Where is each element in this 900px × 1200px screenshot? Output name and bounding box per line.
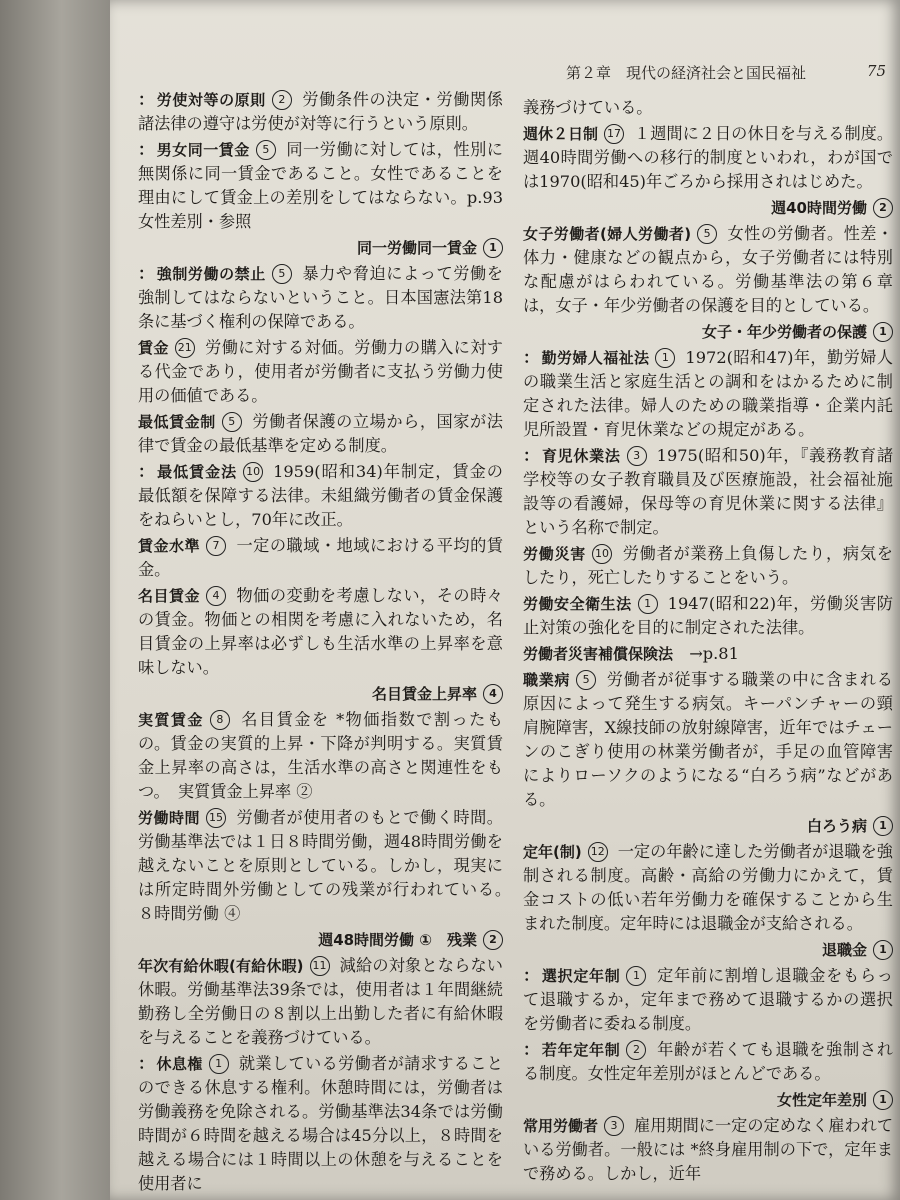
entry-marker: ：: [138, 1054, 155, 1073]
frequency-badge: 2: [483, 930, 503, 950]
glossary-entry: [523, 122, 893, 194]
frequency-badge: 3: [627, 446, 647, 466]
entry-term: 労働災害: [523, 545, 586, 563]
entry-definition: 労働者保護の立場から，国家が法律で賃金の最低基準を定める制度。: [138, 412, 503, 455]
cross-reference-term: 週48時間労働 ① 残業: [318, 931, 477, 949]
book-page: [110, 0, 900, 1200]
entry-term: 男女同一賃金: [156, 141, 250, 159]
entry-definition: 就業している労働者が請求することのできる休息する権利。休憩時間には，労働者は労働義務を免除される。労働基準法34条では労働時間が６時間を越える場合は45分以上，８時間を越える場合には１時間以上の休憩を与えることを使用者に: [138, 1054, 503, 1193]
glossary-entry: [523, 1038, 893, 1086]
glossary-entry: [523, 96, 893, 120]
entry-term: 賃金: [138, 339, 169, 357]
entry-definition: →p.81: [689, 644, 739, 663]
glossary-entry: [138, 138, 503, 234]
cross-reference: [138, 682, 503, 706]
frequency-badge: 1: [873, 816, 893, 836]
cross-reference-term: 女性定年差別: [776, 1091, 867, 1109]
chapter-title: 第２章 現代の経済社会と国民福祉: [566, 64, 807, 82]
glossary-entry: [523, 668, 893, 812]
glossary-entry: [138, 954, 503, 1050]
glossary-entry: [138, 806, 520, 926]
frequency-badge: 5: [256, 140, 276, 160]
entry-term: 勤労婦人福祉法: [541, 349, 650, 367]
frequency-badge: 2: [873, 198, 893, 218]
glossary-entry: [138, 708, 503, 804]
entry-marker: ：: [138, 90, 155, 109]
frequency-badge: 1: [873, 940, 893, 960]
entry-term: 育児休業法: [541, 447, 621, 465]
frequency-badge: 21: [175, 338, 195, 358]
frequency-badge: 8: [210, 710, 230, 730]
entry-definition: １週間に２日の休日を与える制度。週40時間労働への移行的制度といわれ，わが国では1970(昭和45)年ごろから採用されはじめた。: [523, 124, 894, 191]
entry-definition: 一定の年齢に達した労働者が退職を強制される制度。高齢・高給の労働力にかえて，賃金コストの低い若年労働力を確保することから生まれた制度。定年時には退職金が支給される。: [523, 842, 893, 933]
glossary-entry: [138, 88, 503, 136]
glossary-entry: [523, 642, 893, 666]
frequency-badge: 15: [206, 808, 226, 828]
cross-reference-term: 退職金: [821, 941, 867, 959]
left-column: [138, 88, 520, 1198]
entry-term: 休息権: [156, 1055, 203, 1073]
previous-page-edge: [0, 0, 112, 1200]
entry-marker: ：: [523, 348, 540, 367]
entry-definition: 労働に対する対価。労働力の購入に対する代金であり，使用者が労働者に支払う労働力使用の価値である。: [138, 338, 503, 405]
entry-term: 最低賃金法: [157, 463, 238, 481]
cross-reference-term: 女子・年少労働者の保護: [701, 323, 867, 341]
entry-definition: 労働者が従事する職業の中に含まれる原因によって発生する病気。キーパンチャーの頸肩腕障害，X線技師の放射線障害，近年ではチェーンのこぎり使用の林業労働者が，手足の血管障害によりローソクのようになる“白ろう病”などがある。: [523, 670, 893, 809]
entry-definition: 労働者が使用者のもとで働く時間。労働基準法では１日８時間労働，週48時間労働を越えないことを原則としている。しかし，現実には所定時間外労働としての残業が行われている。 ８時間労働 ④: [138, 808, 520, 923]
entry-term: 若年定年制: [541, 1041, 621, 1059]
frequency-badge: 4: [483, 684, 503, 704]
entry-term: 選択定年制: [541, 967, 621, 985]
entry-definition: 1972(昭和47)年，勤労婦人の職業生活と家庭生活との調和をはかるために制定された法律。婦人のための職業指導・企業内託児所設置・育児休業などの規定がある。: [523, 348, 893, 439]
frequency-badge: 1: [209, 1054, 229, 1074]
running-header: [566, 62, 886, 83]
glossary-entry: [138, 336, 503, 408]
cross-reference: [523, 814, 893, 838]
entry-definition: 年齢が若くても退職を強制される制度。女性定年差別がほとんどである。: [523, 1040, 893, 1083]
glossary-entry: [138, 410, 503, 458]
entry-term: 最低賃金制: [138, 413, 216, 431]
glossary-entry: [523, 222, 893, 318]
glossary-entry: [523, 964, 893, 1036]
entry-definition: 労働条件の決定・労働関係諸法律の遵守は労使が対等に行うという原則。: [138, 90, 503, 133]
entry-term: 女子労働者(婦人労働者): [523, 225, 692, 243]
glossary-entry: [138, 460, 503, 532]
entry-term: 常用労働者: [523, 1117, 599, 1135]
frequency-badge: 7: [206, 536, 226, 556]
frequency-badge: 12: [588, 842, 608, 862]
frequency-badge: 11: [310, 956, 330, 976]
entry-definition: 雇用期間に一定の定めなく雇われている労働者。一般には *終身雇用制の下で，定年まで務める。しかし，近年: [523, 1116, 894, 1183]
cross-reference-term: 週40時間労働: [771, 199, 867, 217]
entry-term: 賃金水準: [138, 537, 200, 555]
entry-term: 労使対等の原則: [156, 91, 266, 109]
entry-definition: 一定の職域・地域における平均的賃金。: [138, 536, 503, 579]
entry-term: 労働者災害補償保険法: [523, 645, 674, 663]
right-column: [523, 96, 893, 1188]
frequency-badge: 5: [697, 224, 717, 244]
frequency-badge: 1: [873, 322, 893, 342]
entry-marker: ：: [523, 446, 540, 465]
glossary-entry: [523, 346, 893, 442]
entry-term: 年次有給休暇(有給休暇): [138, 957, 304, 975]
entry-definition: 労働者が業務上負傷したり，病気をしたり，死亡したりすることをいう。: [523, 544, 893, 587]
frequency-badge: 3: [604, 1116, 624, 1136]
cross-reference: [138, 928, 503, 952]
frequency-badge: 2: [272, 90, 292, 110]
frequency-badge: 10: [243, 462, 263, 482]
entry-definition: 物価の変動を考慮しない，その時々の賃金。物価との相関を考慮に入れないため，名目賃金の上昇率は必ずしも生活水準の上昇率を意味しない。: [138, 586, 503, 677]
entry-definition: 1947(昭和22)年，労働災害防止対策の強化を目的に制定された法律。: [523, 594, 893, 637]
entry-marker: ：: [138, 140, 155, 159]
cross-reference: [523, 320, 893, 344]
frequency-badge: 1: [483, 238, 503, 258]
cross-reference: [523, 1088, 893, 1112]
cross-reference-term: 同一労働同一賃金: [356, 239, 477, 257]
entry-term: 労働安全衛生法: [523, 595, 632, 613]
entry-term: 実質賃金: [138, 711, 204, 729]
entry-definition: 同一労働に対しては，性別に無関係に同一賃金であること。女性であることを理由にして賃金上の差別をしてはならない。p.93 女性差別・参照: [138, 140, 503, 231]
entry-marker: ：: [138, 264, 155, 283]
glossary-entry: [523, 542, 893, 590]
frequency-badge: 10: [592, 544, 612, 564]
glossary-entry: [138, 262, 503, 334]
entry-term: 職業病: [523, 671, 571, 689]
frequency-badge: 5: [272, 264, 292, 284]
frequency-badge: 5: [222, 412, 242, 432]
frequency-badge: 17: [604, 124, 624, 144]
cross-reference-term: 白ろう病: [806, 817, 867, 835]
frequency-badge: 1: [655, 348, 675, 368]
entry-marker: ：: [523, 966, 540, 985]
frequency-badge: 5: [576, 670, 596, 690]
entry-term: 強制労働の禁止: [156, 265, 266, 283]
cross-reference: [138, 236, 503, 260]
entry-definition: 1975(昭和50)年，『義務教育諸学校等の女子教育職員及び医療施設，社会福祉施設等の看護婦，保母等の育児休業に関する法律』という名称で制定。: [523, 446, 894, 537]
frequency-badge: 4: [206, 586, 226, 606]
frequency-badge: 1: [626, 966, 646, 986]
entry-term: 定年(制): [523, 843, 582, 861]
entry-definition: 暴力や脅迫によって労働を強制してはならないということ。日本国憲法第18条に基づく権利の保障である。: [138, 264, 503, 331]
entry-definition: 義務づけている。: [523, 98, 653, 117]
cross-reference: [523, 938, 893, 962]
glossary-entry: [523, 444, 893, 540]
entry-definition: 女性の労働者。性差・体力・健康などの観点から，女子労働者には特別な配慮がはらわれている。労働基準法の第６章は，女子・年少労働者の保護を目的としている。: [523, 224, 894, 315]
glossary-entry: [523, 592, 893, 640]
glossary-entry: [523, 1114, 893, 1186]
frequency-badge: 2: [626, 1040, 646, 1060]
cross-reference: [523, 196, 893, 220]
glossary-entry: [138, 584, 503, 680]
entry-term: 労働時間: [138, 809, 200, 827]
page-number: 75: [866, 62, 886, 80]
glossary-entry: [138, 1052, 503, 1196]
glossary-entry: [523, 840, 893, 936]
cross-reference-term: 名目賃金上昇率: [371, 685, 477, 703]
frequency-badge: 1: [873, 1090, 893, 1110]
entry-definition: 定年前に割増し退職金をもらって退職するか，定年まで務めて退職するかの選択を労働者に委ねる制度。: [523, 966, 893, 1033]
entry-term: 週休２日制: [523, 125, 599, 143]
entry-definition: 1959(昭和34)年制定，賃金の最低額を保障する法律。未組織労働者の賃金保護をねらいとし，70年に改正。: [138, 462, 503, 529]
glossary-entry: [138, 534, 503, 582]
frequency-badge: 1: [638, 594, 658, 614]
entry-term: 名目賃金: [138, 587, 200, 605]
entry-definition: 減給の対象とならない休暇。労働基準法39条では，使用者は１年間継続勤務し全労働日の８割以上出勤した者に有給休暇を与えることを義務づけている。: [138, 956, 503, 1047]
entry-marker: ：: [138, 462, 156, 481]
entry-marker: ：: [523, 1040, 540, 1059]
entry-definition: 名目賃金を *物価指数で割ったもの。賃金の実質的上昇・下降が判明する。実質賃金上昇率の高さは，生活水準の高さと関連性をもつ。 実質賃金上昇率 ②: [138, 710, 503, 801]
